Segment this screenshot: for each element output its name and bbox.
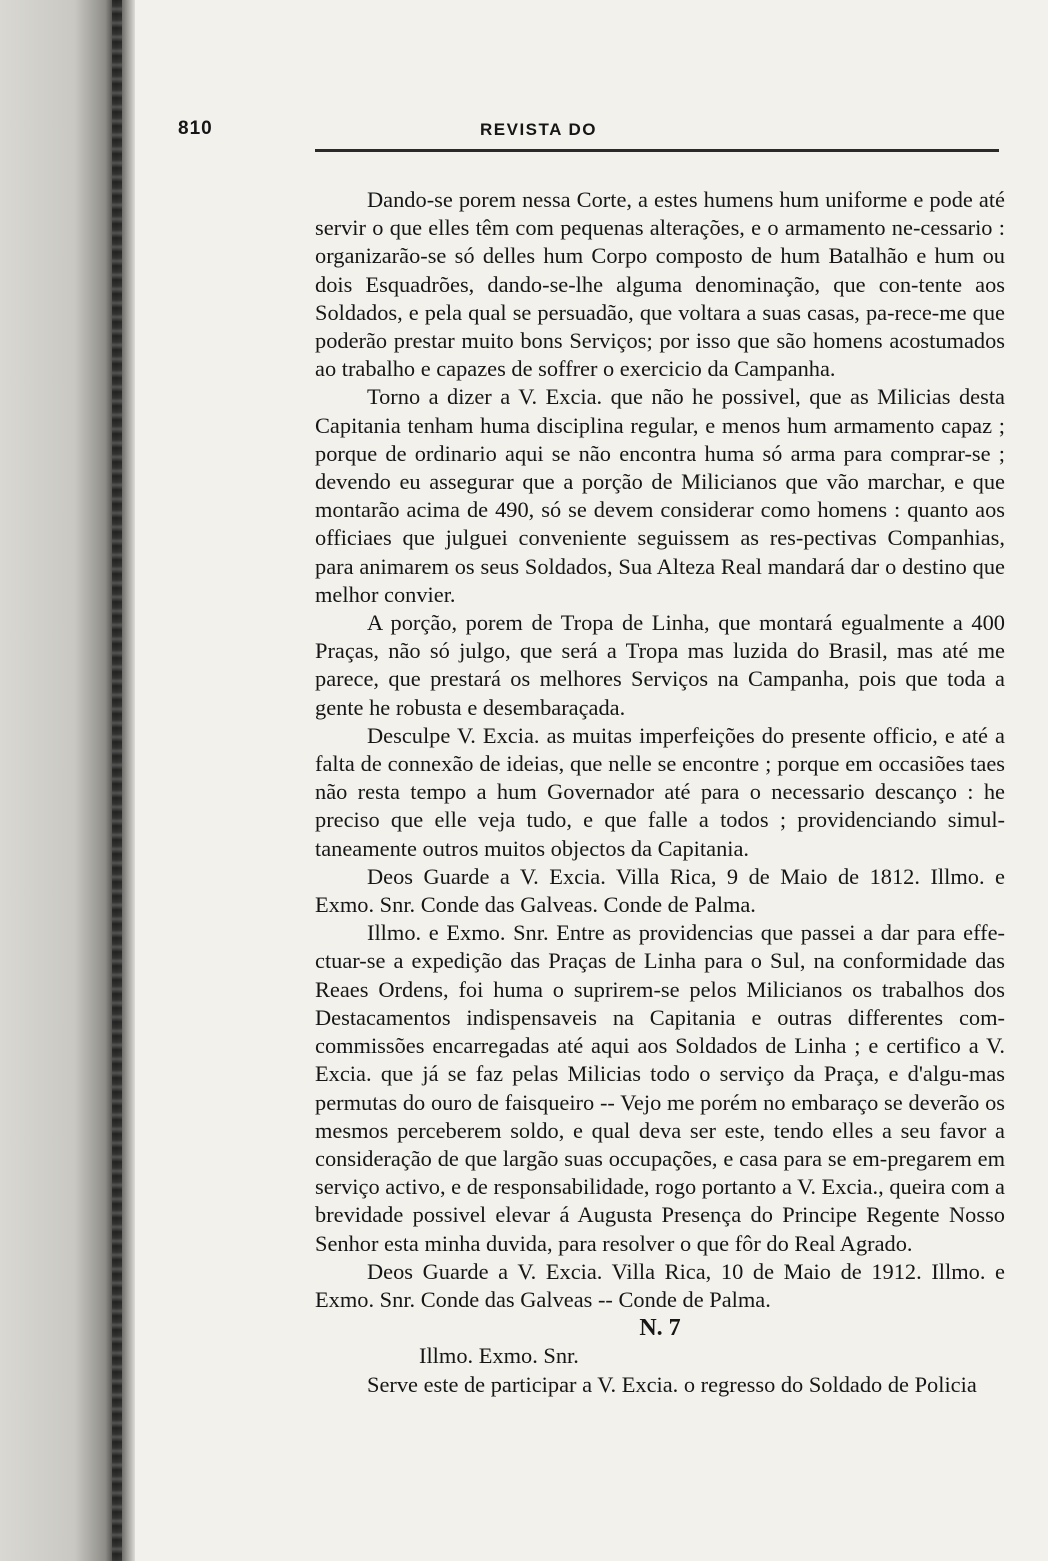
- paragraph: Illmo. e Exmo. Snr. Entre as providencias que passei a dar para effe-ctuar-se a expedição das Praças de Linha para o Sul, na conformidade das Reaes Ordens, foi huma o suprirem-se pelos Milicianos os trabalhos dos Destacamentos indispensaveis na Capitania e outras differentes com-commissões encarregadas até aqui aos Soldados de Linha ; e certifico a V. Excia. que já se faz pelas Milicias todo o serviço da Praça, e d'algu-mas permutas do ouro de faisqueiro -- Vejo me porém no embaraço se deverão os mesmos perceberem soldo, e qual deva ser este, tendo elles a seu favor a consideração de que largão suas occupações, e casa para se em-pregarem em serviço activo, e de responsabilidade, rogo portanto a V. Excia., queira com a brevidade possivel elevar á Augusta Presença do Principe Regente Nosso Senhor esta minha duvida, para resolver o que fôr do Real Agrado.: [315, 920, 1005, 1256]
- page-header: [178, 118, 998, 142]
- document-number: N. 7: [639, 1315, 681, 1342]
- salutation: Illmo. Exmo. Snr.: [419, 1343, 579, 1369]
- paragraph: Torno a dizer a V. Excia. que não he possivel, que as Milicias desta Capitania tenham huma disciplina regular, e menos hum armamento capaz ; porque de ordinario aqui se não encontra huma só arma para comprar-se ; devendo eu assegurar que a porção de Milicianos que vão marchar, e que montarão acima de 490, só se devem considerar como homens : quanto aos officiaes que julguei conveniente seguissem as res-pectivas Companhias, para animarem os seus Soldados, Sua Alteza Real mandará dar o destino que melhor convier.: [315, 384, 1005, 607]
- running-title: REVISTA DO: [480, 120, 598, 139]
- page-number: 810: [178, 118, 213, 139]
- paragraph-start: Serve este de participar a V. Excia. o regresso do Soldado de Policia: [367, 1371, 977, 1397]
- paragraph: Deos Guarde a V. Excia. Villa Rica, 10 de Maio de 1912. Illmo. e Exmo. Snr. Conde das Galveas -- Conde de Palma.: [315, 1258, 1005, 1312]
- paragraph: Deos Guarde a V. Excia. Villa Rica, 9 de Maio de 1812. Illmo. e Exmo. Snr. Conde das Galveas. Conde de Palma.: [315, 863, 1005, 918]
- binding-crease: [112, 0, 122, 1561]
- paragraph: A porção, porem de Tropa de Linha, que montará egualmente a 400 Praças, não só julgo, que será a Tropa mas luzida do Brasil, mas até me parece, que prestará os melhores Serviços na Campanha, pois que toda a gente he robusta e desembaraçada.: [315, 610, 1005, 720]
- header-rule: [315, 149, 999, 152]
- paragraph: Dando-se porem nessa Corte, a estes humens hum uniforme e pode até servir o que elles têm com pequenas alterações, e o armamento ne-cessario : organizarão-se só delles hum Corpo composto de hum Batalhão e hum ou dois Esquadrões, dando-se-lhe alguma denominação, que con-tente aos Soldados, e pela qual se persuadão, que voltara a suas casas, pa-rece-me que poderão prestar muito bons Serviços; por isso que são homens acostumados ao trabalho e capazes de soffrer o exercicio da Campanha.: [315, 187, 1005, 382]
- paragraph: Desculpe V. Excia. as muitas imperfeições do presente officio, e até a falta de connexão de ideias, que nelle se encontre ; porque em occasiões taes não resta tempo a hum Governador até para o necessario descanço : he preciso que elle veja tudo, e que falle a todos ; providenciando simul-taneamente outros muitos objectos da Capitania.: [315, 722, 1005, 861]
- page-body: [315, 186, 1005, 1399]
